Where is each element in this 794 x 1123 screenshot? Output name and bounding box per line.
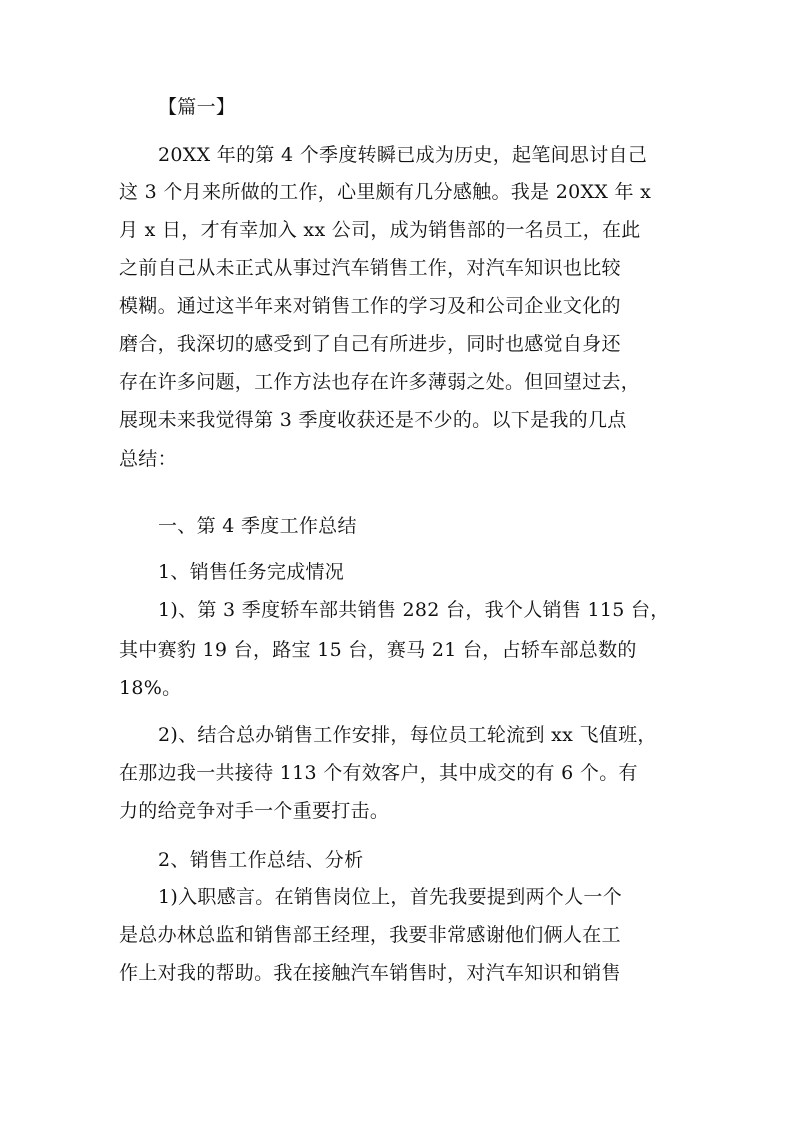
paragraph-line: 18%。	[119, 677, 182, 699]
paragraph-line: 展现未来我觉得第 3 季度收获还是不少的。以下是我的几点	[119, 409, 627, 431]
paragraph-line: 1)、第 3 季度轿车部共销售 282 台，我个人销售 115 台，	[158, 599, 670, 621]
paragraph-line: 总结：	[119, 448, 177, 470]
paragraph-line: 2)、结合总办销售工作安排，每位员工轮流到 xx 飞值班，	[158, 724, 657, 746]
section-heading: 【篇一】	[158, 96, 236, 118]
paragraph-line: 之前自己从未正式从事过汽车销售工作，对汽车知识也比较	[119, 257, 621, 279]
subheading-line: 一、第 4 季度工作总结	[158, 515, 357, 537]
paragraph-line: 存在许多问题，工作方法也存在许多薄弱之处。但回望过去，	[119, 371, 641, 393]
paragraph-line: 1)入职感言。在销售岗位上，首先我要提到两个人一个	[158, 886, 623, 908]
paragraph-line: 是总办林总监和销售部王经理，我要非常感谢他们俩人在工	[119, 924, 621, 946]
paragraph-line: 模糊。通过这半年来对销售工作的学习及和公司企业文化的	[119, 295, 621, 317]
paragraph-line: 在那边我一共接待 113 个有效客户，其中成交的有 6 个。有	[119, 762, 638, 784]
paragraph-line: 作上对我的帮助。我在接触汽车销售时，对汽车知识和销售	[119, 962, 621, 984]
subheading-line: 1、销售任务完成情况	[158, 561, 345, 583]
paragraph-line: 月 x 日，才有幸加入 xx 公司，成为销售部的一名员工，在此	[119, 219, 641, 241]
subheading-line: 2、销售工作总结、分析	[158, 849, 364, 871]
paragraph-line: 这 3 个月来所做的工作，心里颇有几分感触。我是 20XX 年 x	[119, 181, 652, 203]
paragraph-line: 力的给竞争对手一个重要打击。	[119, 800, 390, 822]
paragraph-line: 20XX 年的第 4 个季度转瞬已成为历史，起笔间思讨自己	[158, 144, 648, 166]
paragraph-line: 其中赛豹 19 台，路宝 15 台，赛马 21 台，占轿车部总数的	[119, 639, 637, 661]
paragraph-line: 磨合，我深切的感受到了自己有所进步，同时也感觉自身还	[119, 333, 621, 355]
